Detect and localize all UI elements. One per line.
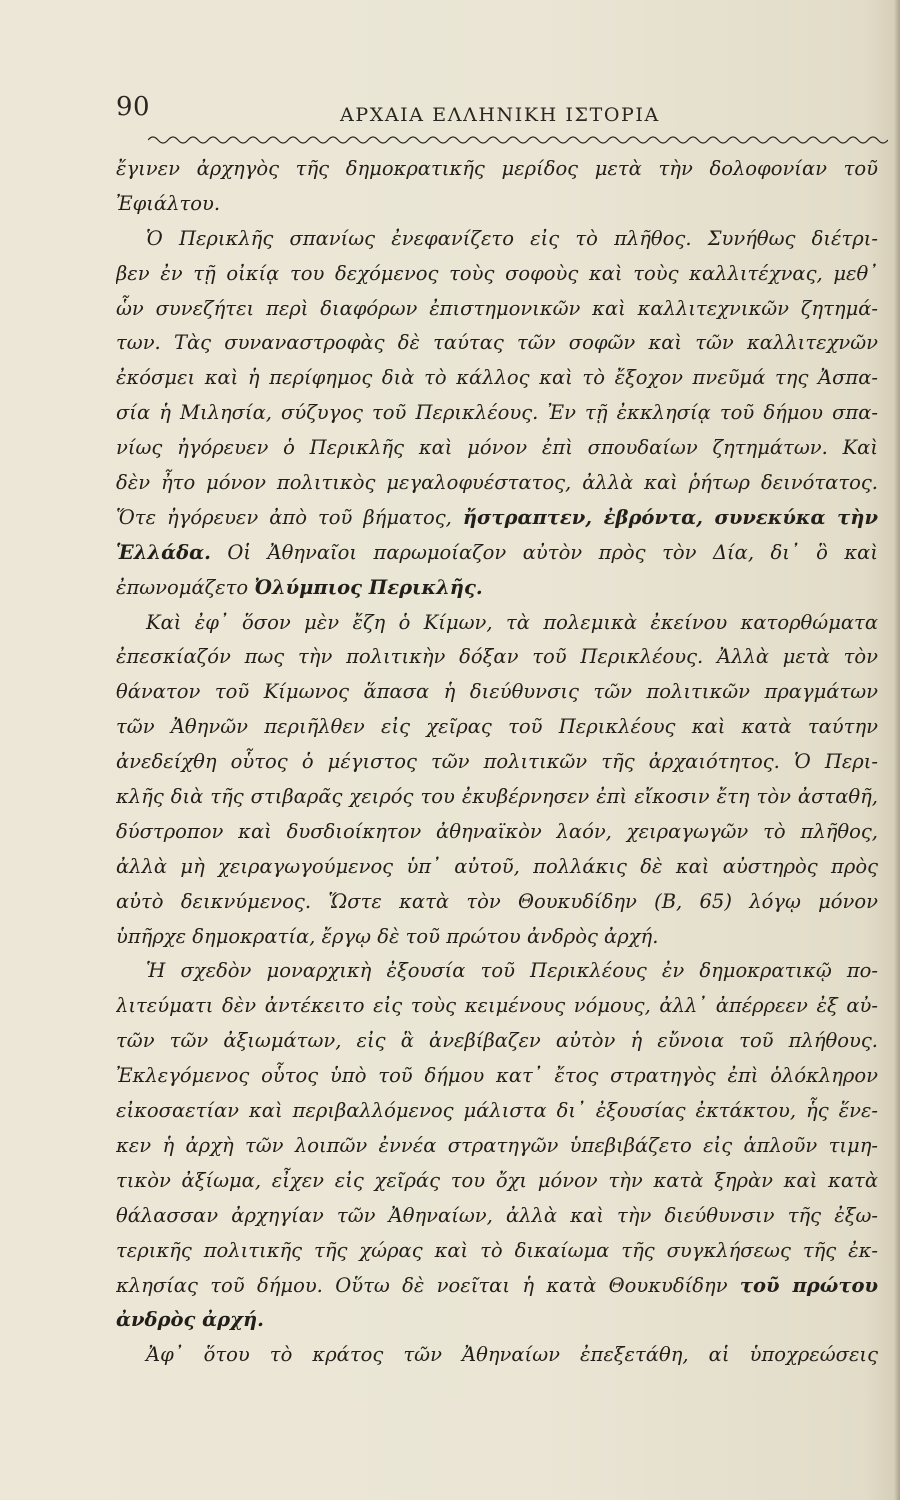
text-line: θάνατον τοῦ Κίμωνος ἅπασα ἡ διεύθυνσις τῶν πολιτικῶν πραγμάτων (116, 680, 878, 704)
text-line: Ἐφιάλτου. (116, 191, 221, 215)
text-line (116, 536, 878, 571)
paragraph-start-line: Ἀφ᾽ ὅτου τὸ κράτος τῶν Ἀθηναίων ἐπεξετάθη, αἱ ὑποχρεώσεις (146, 1343, 878, 1367)
text-line: τικὸν ἀξίωμα, εἶχεν εἰς χεῖράς του ὄχι μόνον τὴν κατὰ ξηρὰν καὶ κατὰ (116, 1168, 878, 1192)
text-line: τῶν τῶν ἀξιωμάτων, εἰς ἃ ἀνεβίβαζεν αὐτὸν ἡ εὔνοια τοῦ πλήθους. (116, 1029, 878, 1053)
body-text (116, 152, 878, 1373)
bold-emphasis: Ἑλλάδα. (116, 540, 211, 564)
text-line: κεν ἡ ἀρχὴ τῶν λοιπῶν ἐννέα στρατηγῶν ὑπεβιβάζετο εἰς ἁπλοῦν τιμη- (116, 1133, 878, 1157)
text-line: αὐτὸ δεικνύμενος. Ὥστε κατὰ τὸν Θουκυδίδην (Β, 65) λόγῳ μόνον (116, 889, 878, 913)
text-line: Ἐκλεγόμενος οὗτος ὑπὸ τοῦ δήμου κατ᾽ ἔτος στρατηγὸς ἐπὶ ὁλόκληρον (116, 1064, 878, 1088)
page-number: 90 (116, 92, 151, 122)
text-run: Οἱ Ἀθηναῖοι παρωμοίαζον αὐτὸν πρὸς τὸν Δία, δι᾽ ὃ καὶ (210, 540, 878, 564)
text-line (116, 571, 878, 606)
text-run: κλησίας τοῦ δήμου. Οὕτω δὲ νοεῖται ἡ κατὰ Θουκυδίδην (116, 1273, 740, 1297)
text-line: λιτεύματι δὲν ἀντέκειτο εἰς τοὺς κειμένους νόμους, ἀλλ᾽ ἀπέρρεεν ἐξ αὐ- (116, 994, 878, 1018)
paragraph-start-line: Ἡ σχεδὸν μοναρχικὴ ἐξουσία τοῦ Περικλέους ἐν δημοκρατικῷ πο- (146, 959, 878, 983)
bold-emphasis: τοῦ πρώτου (739, 1273, 878, 1297)
text-line: ὧν συνεζήτει περὶ διαφόρων ἐπιστημονικῶν καὶ καλλιτεχνικῶν ζητημά- (116, 296, 878, 320)
text-line: δὲν ἦτο μόνον πολιτικὸς μεγαλοφυέστατος, ἀλλὰ καὶ ῥήτωρ δεινότατος. (116, 471, 878, 495)
text-line: ἐπεσκίαζόν πως τὴν πολιτικὴν δόξαν τοῦ Περικλέους. Ἀλλὰ μετὰ τὸν (116, 645, 878, 669)
text-line: κλῆς διὰ τῆς στιβαρᾶς χειρός του ἐκυβέρνησεν ἐπὶ εἴκοσιν ἔτη τὸν ἀσταθῆ, (116, 785, 878, 809)
text-line: των. Τὰς συναναστροφὰς δὲ ταύτας τῶν σοφῶν καὶ τῶν καλλιτεχνῶν (116, 331, 878, 355)
running-title: ΑΡΧΑΙΑ ΕΛΛΗΝΙΚΗ ΙΣΤΟΡΙΑ (340, 104, 660, 126)
text-run: Ὅτε ἠγόρευεν ἀπὸ τοῦ βήματος, (116, 505, 463, 529)
text-line: ἐκόσμει καὶ ἡ περίφημος διὰ τὸ κάλλος καὶ τὸ ἔξοχον πνεῦμά της Ἀσπα- (116, 366, 878, 390)
text-line: νίως ἠγόρευεν ὁ Περικλῆς καὶ μόνον ἐπὶ σπουδαίων ζητημάτων. Καὶ (116, 436, 878, 460)
text-line: τερικῆς πολιτικῆς τῆς χώρας καὶ τὸ δικαίωμα τῆς συγκλήσεως τῆς ἐκ- (116, 1238, 878, 1262)
text-line: εἰκοσαετίαν καὶ περιβαλλόμενος μάλιστα δι᾽ ἐξουσίας ἐκτάκτου, ἧς ἕνε- (116, 1099, 878, 1123)
text-line: σία ἡ Μιλησία, σύζυγος τοῦ Περικλέους. Ἐν τῇ ἐκκλησίᾳ τοῦ δήμου σπα- (116, 401, 878, 425)
text-line: δύστροπον καὶ δυσδιοίκητον ἀθηναϊκὸν λαόν, χειραγωγῶν τὸ πλῆθος, (116, 819, 878, 843)
text-line: τῶν Ἀθηνῶν περιῆλθεν εἰς χεῖρας τοῦ Περικλέους καὶ κατὰ ταύτην (116, 715, 878, 739)
bold-emphasis: ἤστραπτεν, ἐβρόντα, συνεκύκα τὴν (462, 505, 878, 529)
text-line: ἀλλὰ μὴ χειραγωγούμενος ὑπ᾽ αὐτοῦ, πολλάκις δὲ καὶ αὐστηρὸς πρὸς (116, 854, 878, 878)
text-line: ἀνεδείχθη οὗτος ὁ μέγιστος τῶν πολιτικῶν τῆς ἀρχαιότητος. Ὁ Περι- (116, 750, 878, 774)
wavy-rule-ornament (148, 132, 888, 148)
text-line (116, 1303, 878, 1338)
text-run: ἐπωνομάζετο (116, 575, 255, 599)
text-line: ὑπῆρχε δημοκρατία, ἔργῳ δὲ τοῦ πρώτου ἀνδρὸς ἀρχή. (116, 924, 659, 948)
text-line (116, 501, 878, 536)
paragraph-start-line: Ὁ Περικλῆς σπανίως ἐνεφανίζετο εἰς τὸ πλῆθος. Συνήθως διέτρι- (146, 226, 878, 250)
text-line: ἔγινεν ἀρχηγὸς τῆς δημοκρατικῆς μερίδος μετὰ τὴν δολοφονίαν τοῦ (116, 157, 878, 180)
bold-emphasis: ἀνδρὸς ἀρχή. (116, 1308, 264, 1332)
bold-emphasis: Ὀλύμπιος Περικλῆς. (254, 575, 483, 599)
paragraph-start-line: Καὶ ἐφ᾽ ὅσον μὲν ἔζη ὁ Κίμων, τὰ πολεμικὰ ἐκείνου κατορθώματα (146, 610, 878, 634)
page-edge-shadow (894, 0, 900, 1500)
text-line: θάλασσαν ἀρχηγίαν τῶν Ἀθηναίων, ἀλλὰ καὶ τὴν διεύθυνσιν τῆς ἐξω- (116, 1203, 878, 1227)
text-line (116, 1269, 878, 1304)
text-line: βεν ἐν τῇ οἰκίᾳ του δεχόμενος τοὺς σοφοὺς καὶ τοὺς καλλιτέχνας, μεθ᾽ (116, 261, 878, 285)
